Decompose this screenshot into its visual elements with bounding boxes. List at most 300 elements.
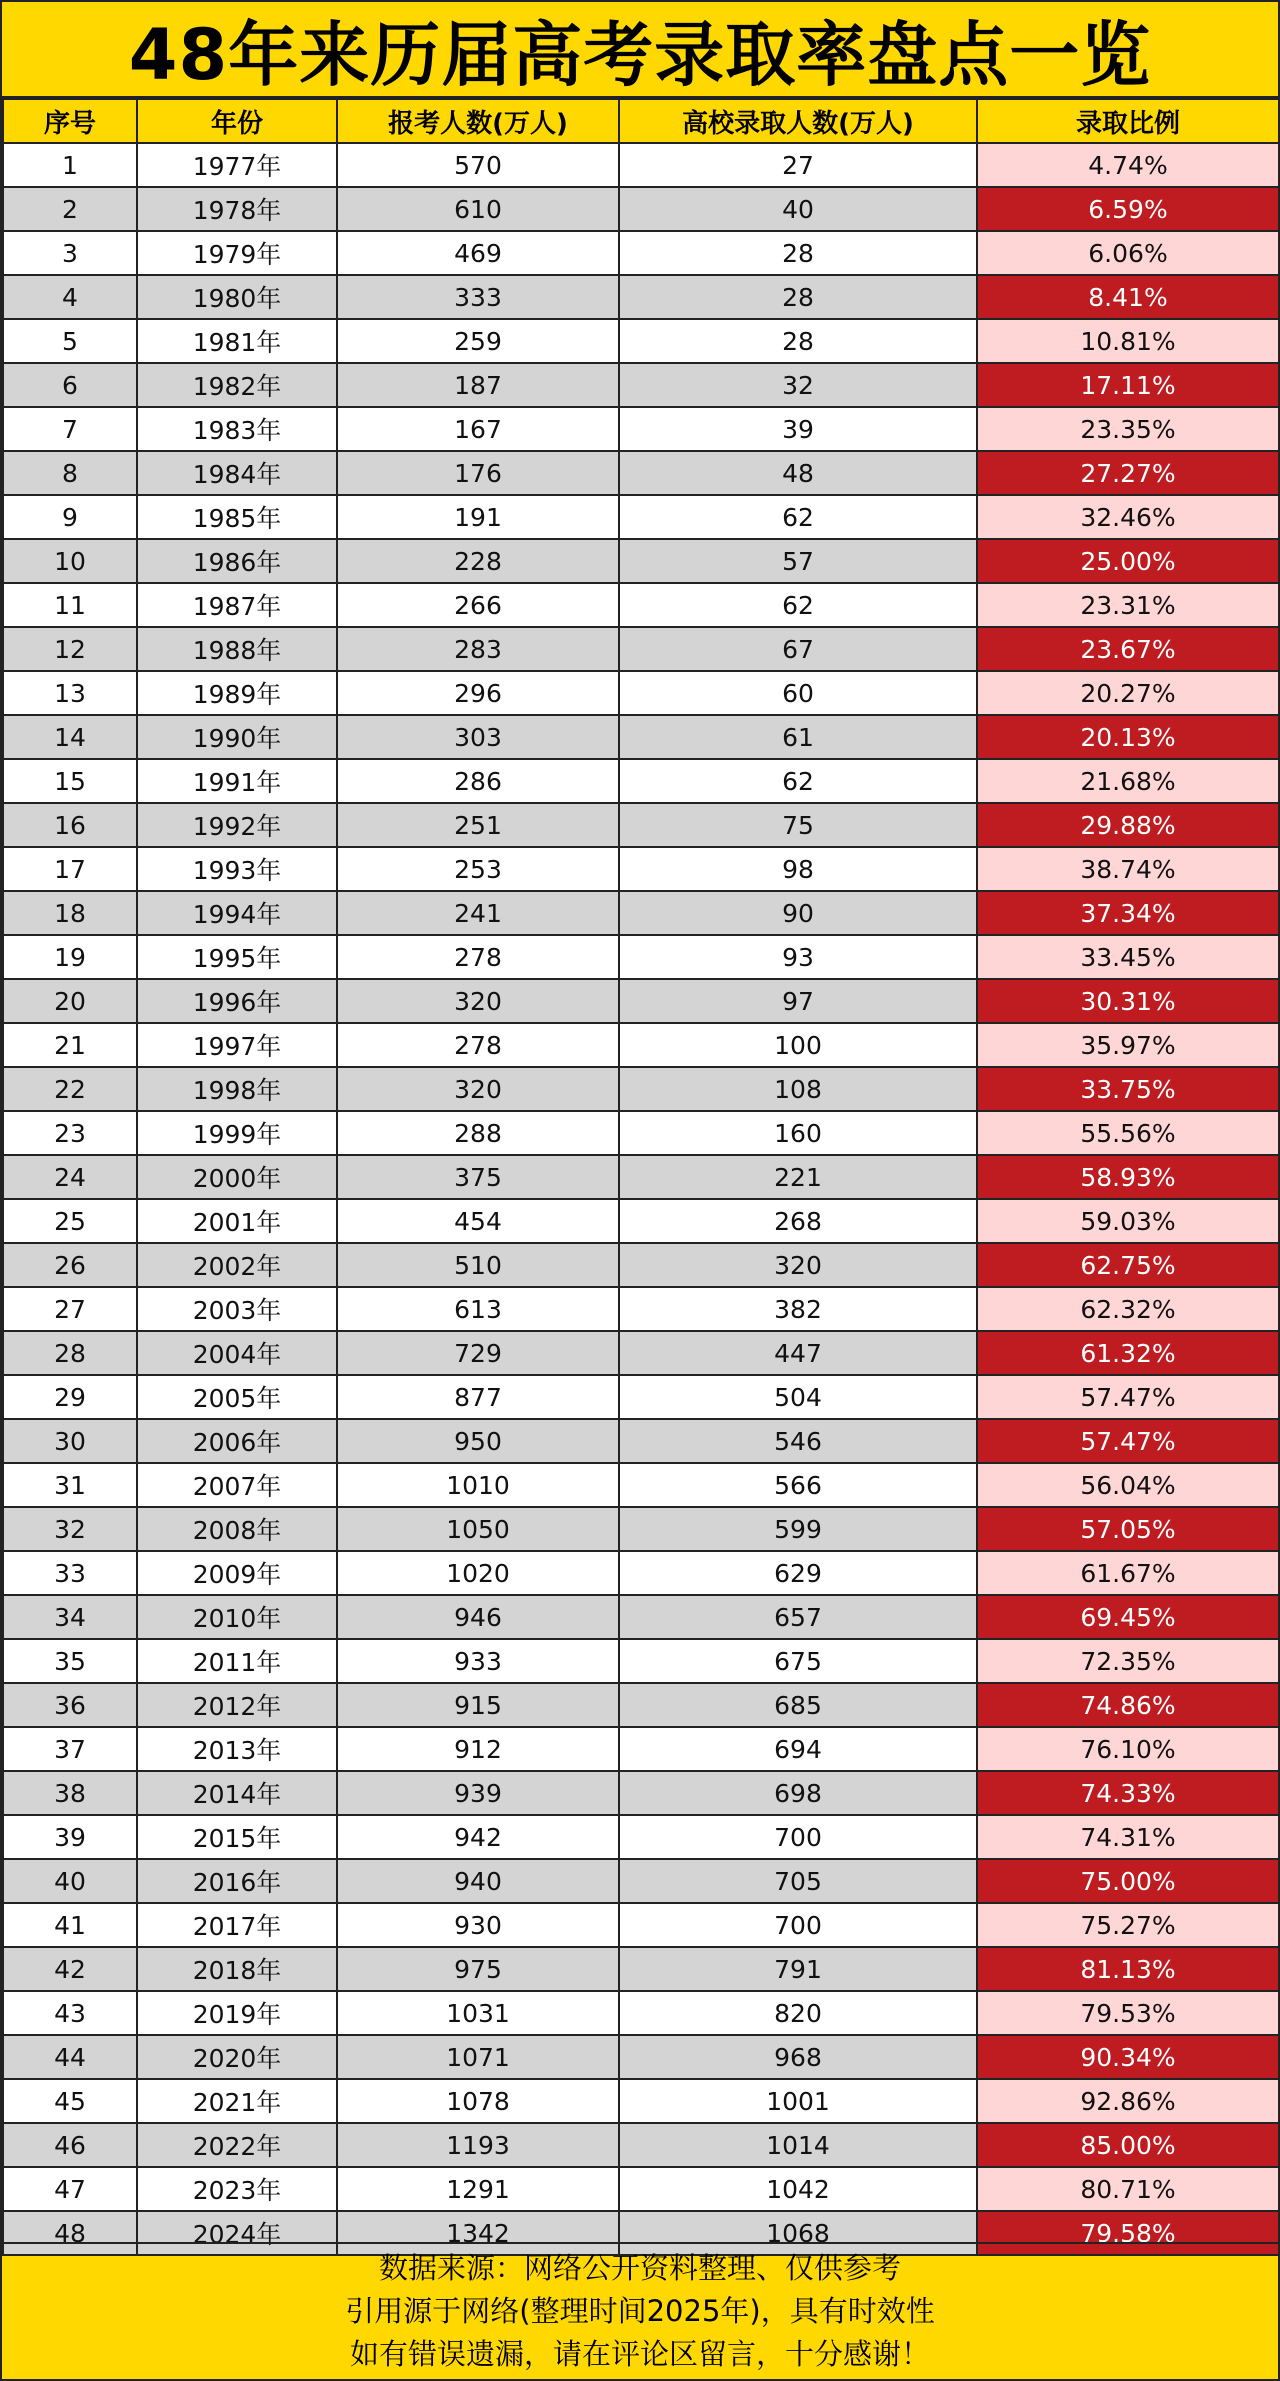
table-row: [3, 759, 1279, 803]
cell-rate: 81.13%: [977, 1947, 1279, 1991]
cell-year: 2020年: [137, 2035, 337, 2079]
cell-rate: 17.11%: [977, 363, 1279, 407]
cell-rate: 33.75%: [977, 1067, 1279, 1111]
cell-admitted: 32: [619, 363, 977, 407]
cell-rate: 61.32%: [977, 1331, 1279, 1375]
table-row: [3, 1287, 1279, 1331]
cell-year: 2005年: [137, 1375, 337, 1419]
cell-applicants: 228: [337, 539, 619, 583]
cell-admitted: 820: [619, 1991, 977, 2035]
cell-index: 42: [3, 1947, 137, 1991]
cell-index: 29: [3, 1375, 137, 1419]
cell-index: 20: [3, 979, 137, 1023]
table-row: [3, 407, 1279, 451]
cell-applicants: 613: [337, 1287, 619, 1331]
cell-index: 14: [3, 715, 137, 759]
cell-index: 22: [3, 1067, 137, 1111]
cell-year: 2000年: [137, 1155, 337, 1199]
cell-year: 1988年: [137, 627, 337, 671]
cell-applicants: 278: [337, 1023, 619, 1067]
cell-year: 1980年: [137, 275, 337, 319]
cell-rate: 76.10%: [977, 1727, 1279, 1771]
header-applicants: 报考人数(万人): [337, 99, 619, 143]
cell-index: 47: [3, 2167, 137, 2211]
cell-applicants: 253: [337, 847, 619, 891]
table-row: [3, 1551, 1279, 1595]
table-row: [3, 2079, 1279, 2123]
table-header-row: [3, 99, 1279, 143]
cell-year: 1983年: [137, 407, 337, 451]
cell-rate: 6.06%: [977, 231, 1279, 275]
cell-year: 1993年: [137, 847, 337, 891]
cell-admitted: 67: [619, 627, 977, 671]
table-row: [3, 187, 1279, 231]
footer-citation: 引用源于网络(整理时间2025年)，具有时效性: [345, 2294, 935, 2328]
cell-admitted: 447: [619, 1331, 977, 1375]
cell-year: 2009年: [137, 1551, 337, 1595]
cell-rate: 27.27%: [977, 451, 1279, 495]
cell-year: 1995年: [137, 935, 337, 979]
cell-year: 2011年: [137, 1639, 337, 1683]
cell-year: 2015年: [137, 1815, 337, 1859]
cell-applicants: 933: [337, 1639, 619, 1683]
cell-admitted: 1068: [619, 2211, 977, 2255]
cell-applicants: 1010: [337, 1463, 619, 1507]
table-row: [3, 1463, 1279, 1507]
cell-year: 1977年: [137, 143, 337, 187]
cell-year: 1985年: [137, 495, 337, 539]
cell-rate: 10.81%: [977, 319, 1279, 363]
cell-rate: 37.34%: [977, 891, 1279, 935]
cell-index: 13: [3, 671, 137, 715]
cell-index: 34: [3, 1595, 137, 1639]
cell-index: 17: [3, 847, 137, 891]
cell-index: 8: [3, 451, 137, 495]
cell-index: 43: [3, 1991, 137, 2035]
cell-applicants: 912: [337, 1727, 619, 1771]
cell-applicants: 288: [337, 1111, 619, 1155]
cell-rate: 56.04%: [977, 1463, 1279, 1507]
cell-year: 2023年: [137, 2167, 337, 2211]
cell-index: 39: [3, 1815, 137, 1859]
cell-admitted: 48: [619, 451, 977, 495]
cell-applicants: 286: [337, 759, 619, 803]
cell-rate: 85.00%: [977, 2123, 1279, 2167]
cell-rate: 92.86%: [977, 2079, 1279, 2123]
cell-admitted: 160: [619, 1111, 977, 1155]
cell-admitted: 657: [619, 1595, 977, 1639]
cell-admitted: 28: [619, 319, 977, 363]
table-row: [3, 1155, 1279, 1199]
cell-rate: 38.74%: [977, 847, 1279, 891]
cell-admitted: 504: [619, 1375, 977, 1419]
cell-index: 6: [3, 363, 137, 407]
cell-admitted: 27: [619, 143, 977, 187]
cell-rate: 57.47%: [977, 1419, 1279, 1463]
table-row: [3, 1639, 1279, 1683]
table-row: [3, 1419, 1279, 1463]
cell-admitted: 98: [619, 847, 977, 891]
cell-year: 1981年: [137, 319, 337, 363]
cell-index: 28: [3, 1331, 137, 1375]
cell-applicants: 1071: [337, 2035, 619, 2079]
table-row: [3, 847, 1279, 891]
admission-table: [2, 98, 1280, 2256]
cell-index: 3: [3, 231, 137, 275]
cell-index: 9: [3, 495, 137, 539]
cell-rate: 69.45%: [977, 1595, 1279, 1639]
cell-applicants: 729: [337, 1331, 619, 1375]
header-admitted: 高校录取人数(万人): [619, 99, 977, 143]
table-row: [3, 627, 1279, 671]
cell-applicants: 1291: [337, 2167, 619, 2211]
cell-rate: 35.97%: [977, 1023, 1279, 1067]
cell-rate: 80.71%: [977, 2167, 1279, 2211]
cell-applicants: 333: [337, 275, 619, 319]
cell-admitted: 698: [619, 1771, 977, 1815]
cell-rate: 8.41%: [977, 275, 1279, 319]
cell-year: 1986年: [137, 539, 337, 583]
cell-admitted: 75: [619, 803, 977, 847]
cell-applicants: 610: [337, 187, 619, 231]
cell-applicants: 942: [337, 1815, 619, 1859]
cell-year: 1979年: [137, 231, 337, 275]
cell-index: 31: [3, 1463, 137, 1507]
cell-index: 35: [3, 1639, 137, 1683]
cell-applicants: 1050: [337, 1507, 619, 1551]
cell-index: 2: [3, 187, 137, 231]
cell-rate: 79.58%: [977, 2211, 1279, 2255]
cell-rate: 32.46%: [977, 495, 1279, 539]
cell-year: 2024年: [137, 2211, 337, 2255]
cell-applicants: 915: [337, 1683, 619, 1727]
cell-year: 1991年: [137, 759, 337, 803]
cell-index: 19: [3, 935, 137, 979]
cell-applicants: 251: [337, 803, 619, 847]
cell-applicants: 259: [337, 319, 619, 363]
table-row: [3, 451, 1279, 495]
cell-rate: 74.86%: [977, 1683, 1279, 1727]
cell-applicants: 187: [337, 363, 619, 407]
cell-index: 24: [3, 1155, 137, 1199]
cell-rate: 74.31%: [977, 1815, 1279, 1859]
cell-rate: 6.59%: [977, 187, 1279, 231]
cell-index: 4: [3, 275, 137, 319]
cell-index: 25: [3, 1199, 137, 1243]
cell-rate: 20.13%: [977, 715, 1279, 759]
cell-year: 2001年: [137, 1199, 337, 1243]
cell-index: 21: [3, 1023, 137, 1067]
cell-applicants: 191: [337, 495, 619, 539]
cell-rate: 79.53%: [977, 1991, 1279, 2035]
table-row: [3, 671, 1279, 715]
cell-applicants: 510: [337, 1243, 619, 1287]
cell-admitted: 40: [619, 187, 977, 231]
cell-rate: 25.00%: [977, 539, 1279, 583]
cell-admitted: 268: [619, 1199, 977, 1243]
cell-year: 2003年: [137, 1287, 337, 1331]
cell-admitted: 62: [619, 495, 977, 539]
cell-index: 18: [3, 891, 137, 935]
cell-applicants: 454: [337, 1199, 619, 1243]
cell-index: 41: [3, 1903, 137, 1947]
cell-rate: 72.35%: [977, 1639, 1279, 1683]
cell-admitted: 108: [619, 1067, 977, 1111]
cell-year: 1994年: [137, 891, 337, 935]
table-row: [3, 715, 1279, 759]
cell-rate: 55.56%: [977, 1111, 1279, 1155]
cell-admitted: 1014: [619, 2123, 977, 2167]
table-row: [3, 143, 1279, 187]
cell-applicants: 1020: [337, 1551, 619, 1595]
cell-rate: 75.27%: [977, 1903, 1279, 1947]
table-row: [3, 1023, 1279, 1067]
cell-index: 12: [3, 627, 137, 671]
cell-rate: 62.32%: [977, 1287, 1279, 1331]
cell-rate: 23.35%: [977, 407, 1279, 451]
cell-rate: 90.34%: [977, 2035, 1279, 2079]
cell-year: 2014年: [137, 1771, 337, 1815]
cell-rate: 57.05%: [977, 1507, 1279, 1551]
cell-index: 40: [3, 1859, 137, 1903]
cell-admitted: 100: [619, 1023, 977, 1067]
cell-index: 16: [3, 803, 137, 847]
table-row: [3, 1903, 1279, 1947]
cell-applicants: 877: [337, 1375, 619, 1419]
table-row: [3, 1683, 1279, 1727]
table-body: [3, 143, 1279, 2255]
table-row: [3, 495, 1279, 539]
cell-applicants: 320: [337, 979, 619, 1023]
cell-applicants: 176: [337, 451, 619, 495]
cell-applicants: 570: [337, 143, 619, 187]
cell-index: 23: [3, 1111, 137, 1155]
cell-year: 1984年: [137, 451, 337, 495]
cell-index: 45: [3, 2079, 137, 2123]
table-row: [3, 979, 1279, 1023]
cell-year: 2006年: [137, 1419, 337, 1463]
cell-applicants: 1031: [337, 1991, 619, 2035]
table-row: [3, 803, 1279, 847]
cell-admitted: 1042: [619, 2167, 977, 2211]
cell-applicants: 320: [337, 1067, 619, 1111]
cell-year: 2017年: [137, 1903, 337, 1947]
cell-applicants: 1078: [337, 2079, 619, 2123]
cell-admitted: 629: [619, 1551, 977, 1595]
cell-admitted: 28: [619, 231, 977, 275]
table-row: [3, 1199, 1279, 1243]
cell-applicants: 241: [337, 891, 619, 935]
cell-year: 2002年: [137, 1243, 337, 1287]
table-row: [3, 363, 1279, 407]
cell-applicants: 930: [337, 1903, 619, 1947]
cell-rate: 29.88%: [977, 803, 1279, 847]
cell-rate: 23.31%: [977, 583, 1279, 627]
table-row: [3, 319, 1279, 363]
cell-year: 2012年: [137, 1683, 337, 1727]
cell-year: 1987年: [137, 583, 337, 627]
table-row: [3, 1595, 1279, 1639]
cell-admitted: 62: [619, 759, 977, 803]
cell-applicants: 1342: [337, 2211, 619, 2255]
cell-admitted: 700: [619, 1815, 977, 1859]
cell-index: 15: [3, 759, 137, 803]
cell-admitted: 61: [619, 715, 977, 759]
cell-admitted: 90: [619, 891, 977, 935]
table-row: [3, 583, 1279, 627]
cell-rate: 23.67%: [977, 627, 1279, 671]
cell-index: 37: [3, 1727, 137, 1771]
cell-applicants: 303: [337, 715, 619, 759]
table-row: [3, 1771, 1279, 1815]
table-row: [3, 231, 1279, 275]
cell-year: 1996年: [137, 979, 337, 1023]
cell-applicants: 939: [337, 1771, 619, 1815]
cell-applicants: 296: [337, 671, 619, 715]
cell-admitted: 566: [619, 1463, 977, 1507]
cell-rate: 75.00%: [977, 1859, 1279, 1903]
table-row: [3, 2167, 1279, 2211]
footer-source: 数据来源：网络公开资料整理、仅供参考: [378, 2251, 901, 2285]
cell-admitted: 546: [619, 1419, 977, 1463]
footer-notes: [2, 2242, 1278, 2379]
cell-index: 32: [3, 1507, 137, 1551]
cell-index: 38: [3, 1771, 137, 1815]
cell-year: 2010年: [137, 1595, 337, 1639]
header-rate: 录取比例: [977, 99, 1279, 143]
cell-applicants: 266: [337, 583, 619, 627]
cell-year: 2004年: [137, 1331, 337, 1375]
table-row: [3, 1375, 1279, 1419]
cell-index: 1: [3, 143, 137, 187]
cell-rate: 33.45%: [977, 935, 1279, 979]
table-row: [3, 2035, 1279, 2079]
cell-admitted: 57: [619, 539, 977, 583]
cell-year: 1978年: [137, 187, 337, 231]
cell-rate: 61.67%: [977, 1551, 1279, 1595]
table-row: [3, 1331, 1279, 1375]
cell-year: 2019年: [137, 1991, 337, 2035]
cell-admitted: 694: [619, 1727, 977, 1771]
cell-index: 7: [3, 407, 137, 451]
table-row: [3, 1507, 1279, 1551]
cell-index: 10: [3, 539, 137, 583]
cell-rate: 59.03%: [977, 1199, 1279, 1243]
cell-admitted: 791: [619, 1947, 977, 1991]
table-row: [3, 1243, 1279, 1287]
cell-index: 11: [3, 583, 137, 627]
cell-year: 1997年: [137, 1023, 337, 1067]
cell-admitted: 60: [619, 671, 977, 715]
table-row: [3, 1947, 1279, 1991]
cell-year: 1990年: [137, 715, 337, 759]
header-year: 年份: [137, 99, 337, 143]
cell-rate: 62.75%: [977, 1243, 1279, 1287]
footer-feedback: 如有错误遗漏，请在评论区留言，十分感谢！: [349, 2337, 930, 2371]
cell-admitted: 1001: [619, 2079, 977, 2123]
table-row: [3, 275, 1279, 319]
cell-admitted: 39: [619, 407, 977, 451]
cell-applicants: 1193: [337, 2123, 619, 2167]
cell-admitted: 705: [619, 1859, 977, 1903]
cell-admitted: 62: [619, 583, 977, 627]
cell-applicants: 946: [337, 1595, 619, 1639]
cell-applicants: 283: [337, 627, 619, 671]
cell-rate: 20.27%: [977, 671, 1279, 715]
cell-year: 2008年: [137, 1507, 337, 1551]
cell-year: 2016年: [137, 1859, 337, 1903]
cell-year: 2021年: [137, 2079, 337, 2123]
cell-rate: 57.47%: [977, 1375, 1279, 1419]
cell-admitted: 675: [619, 1639, 977, 1683]
cell-index: 36: [3, 1683, 137, 1727]
table-row: [3, 2123, 1279, 2167]
cell-index: 48: [3, 2211, 137, 2255]
cell-applicants: 167: [337, 407, 619, 451]
cell-year: 2007年: [137, 1463, 337, 1507]
cell-admitted: 221: [619, 1155, 977, 1199]
cell-applicants: 375: [337, 1155, 619, 1199]
cell-applicants: 950: [337, 1419, 619, 1463]
table-row: [3, 1859, 1279, 1903]
cell-index: 46: [3, 2123, 137, 2167]
table-row: [3, 1991, 1279, 2035]
cell-admitted: 599: [619, 1507, 977, 1551]
cell-year: 2013年: [137, 1727, 337, 1771]
header-index: 序号: [3, 99, 137, 143]
cell-year: 1982年: [137, 363, 337, 407]
cell-year: 1989年: [137, 671, 337, 715]
cell-admitted: 685: [619, 1683, 977, 1727]
page-title: 48年来历届高考录取率盘点一览: [2, 2, 1278, 98]
table-row: [3, 935, 1279, 979]
cell-year: 1992年: [137, 803, 337, 847]
table-row: [3, 1111, 1279, 1155]
cell-admitted: 700: [619, 1903, 977, 1947]
table-row: [3, 1727, 1279, 1771]
table-row: [3, 1067, 1279, 1111]
cell-year: 2022年: [137, 2123, 337, 2167]
cell-index: 44: [3, 2035, 137, 2079]
cell-year: 2018年: [137, 1947, 337, 1991]
cell-applicants: 940: [337, 1859, 619, 1903]
cell-rate: 4.74%: [977, 143, 1279, 187]
cell-rate: 74.33%: [977, 1771, 1279, 1815]
cell-index: 26: [3, 1243, 137, 1287]
cell-rate: 58.93%: [977, 1155, 1279, 1199]
cell-applicants: 278: [337, 935, 619, 979]
cell-admitted: 382: [619, 1287, 977, 1331]
cell-index: 5: [3, 319, 137, 363]
cell-year: 1998年: [137, 1067, 337, 1111]
cell-admitted: 93: [619, 935, 977, 979]
cell-admitted: 968: [619, 2035, 977, 2079]
table-row: [3, 539, 1279, 583]
cell-rate: 30.31%: [977, 979, 1279, 1023]
table-row: [3, 1815, 1279, 1859]
cell-index: 27: [3, 1287, 137, 1331]
cell-index: 33: [3, 1551, 137, 1595]
cell-rate: 21.68%: [977, 759, 1279, 803]
cell-admitted: 28: [619, 275, 977, 319]
table-row: [3, 891, 1279, 935]
cell-index: 30: [3, 1419, 137, 1463]
cell-admitted: 97: [619, 979, 977, 1023]
cell-applicants: 975: [337, 1947, 619, 1991]
cell-admitted: 320: [619, 1243, 977, 1287]
cell-year: 1999年: [137, 1111, 337, 1155]
cell-applicants: 469: [337, 231, 619, 275]
